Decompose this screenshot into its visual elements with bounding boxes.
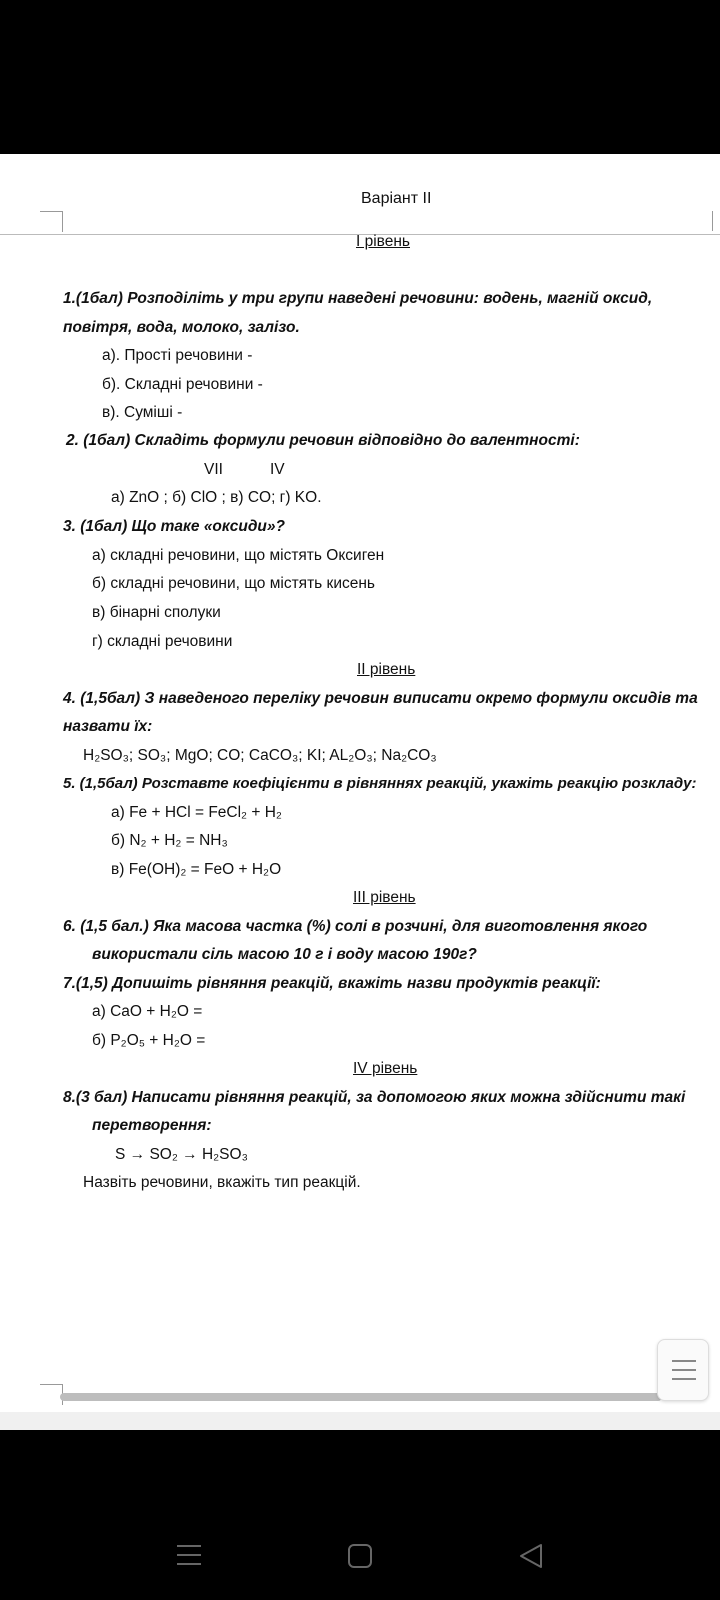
q7-equation-a: а) CaO + H₂O =: [92, 1003, 203, 1020]
q5-equation-b: б) N₂ + H₂ = NH₃: [111, 832, 228, 849]
level-1-heading: І рівень: [356, 233, 410, 250]
q5-text: 5. (1,5бал) Розставте коефіцієнти в рівняннях реакцій, укажіть реакцію розкладу:: [63, 775, 697, 792]
q2-valence-1: VII: [204, 461, 223, 478]
crop-mark-top-right: [712, 211, 720, 231]
q8-text: 8.(3 бал) Написати рівняння реакцій, за допомогою яких можна здійснити такі: [63, 1089, 686, 1106]
q6-text: 6. (1,5 бал.) Яка масова частка (%) солі в розчині, для виготовлення якого: [63, 918, 648, 935]
q2-options: а) ZnO ; б) ClO ; в) CO; г) KO.: [111, 489, 322, 506]
q7-equation-b: б) P₂O₅ + H₂O =: [92, 1032, 206, 1049]
q3-option-c: в) бінарні сполуки: [92, 604, 221, 621]
menu-line-icon: [672, 1378, 696, 1380]
menu-line-icon: [672, 1360, 696, 1362]
document-page[interactable]: [0, 154, 720, 1414]
q1-option-c: в). Суміші -: [102, 404, 183, 421]
q2-valence-2: IV: [270, 461, 285, 478]
q8-note: Назвіть речовини, вкажіть тип реакцій.: [83, 1174, 361, 1191]
q3-text: 3. (1бал) Що таке «оксиди»?: [63, 518, 285, 535]
q2-text: 2. (1бал) Складіть формули речовин відповідно до валентності:: [66, 432, 580, 449]
crop-mark-top-left: [40, 211, 63, 232]
level-3-heading: ІІІ рівень: [353, 889, 416, 906]
q1-text: 1.(1бал) Розподіліть у три групи наведені речовини: водень, магній оксид,: [63, 290, 653, 307]
menu-icon[interactable]: [176, 1542, 202, 1568]
level-2-heading: ІІ рівень: [357, 661, 416, 678]
q1-option-b: б). Складні речовини -: [102, 376, 263, 393]
q8-text-cont: перетворення:: [92, 1117, 212, 1134]
q3-option-b: б) складні речовини, що містять кисень: [92, 575, 375, 592]
q5-equation-a: а) Fe + HCl = FeCl₂ + H₂: [111, 804, 282, 821]
q3-option-d: г) складні речовини: [92, 633, 233, 650]
home-square-icon[interactable]: [347, 1543, 373, 1569]
q3-option-a: а) складні речовини, що містять Оксиген: [92, 547, 385, 564]
q4-text: 4. (1,5бал) З наведеного переліку речовин виписати окремо формули оксидів та: [63, 690, 698, 707]
menu-line-icon: [672, 1369, 696, 1371]
horizontal-scrollbar[interactable]: [60, 1393, 662, 1401]
q4-text-cont: назвати їх:: [63, 718, 153, 735]
back-triangle-icon[interactable]: [518, 1543, 544, 1569]
variant-title: Варіант II: [361, 190, 432, 207]
q6-text-cont: використали сіль масою 10 г і воду масою 190г?: [92, 946, 477, 963]
q8-chain: S → SO₂ → H₂SO₃: [115, 1146, 248, 1163]
q1-option-a: а). Прості речовини -: [102, 347, 253, 364]
page-bottom-strip: [0, 1412, 720, 1430]
q4-formulas: H₂SO₃; SO₃; MgO; CO; CaCO₃; KI; AL₂O₃; Na₂CO₃: [83, 747, 437, 764]
document-menu-button[interactable]: [657, 1339, 709, 1401]
q1-text-cont: повітря, вода, молоко, залізо.: [63, 319, 300, 336]
level-4-heading: ІV рівень: [353, 1060, 418, 1077]
q5-equation-c: в) Fe(OH)₂ = FeO + H₂O: [111, 861, 282, 878]
q7-text: 7.(1,5) Допишіть рівняння реакцій, вкажіть назви продуктів реакції:: [63, 975, 601, 992]
